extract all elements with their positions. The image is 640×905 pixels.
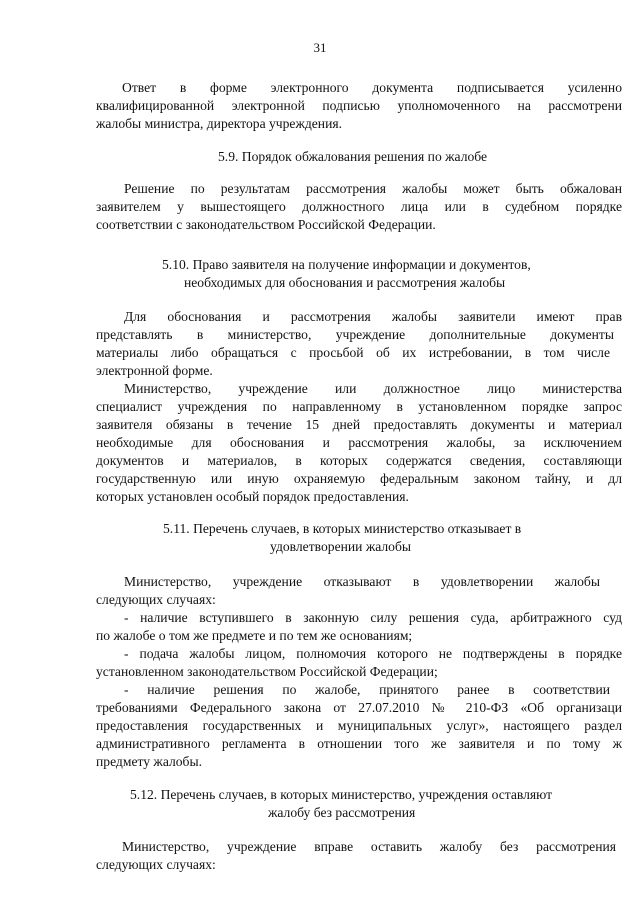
text-line: жалобу без рассмотрения [268,805,416,820]
text-line: соответствии с законодательством Российской Федерации. [96,217,436,232]
text-line: заявителя обязаны в течение 15 дней предоставлять документы и материал [96,417,622,432]
text-line: 5.12. Перечень случаев, в которых министерство, учреждения оставляют [130,787,553,802]
text-line: Решение по результатам рассмотрения жалобы может быть обжалован [124,181,622,196]
text-line: 5.10. Право заявителя на получение информации и документов, [162,257,531,272]
text-line: 5.9. Порядок обжалования решения по жалобе [218,149,488,164]
text-line: Министерство, учреждение или должностное лицо министерства [124,381,622,396]
text-line: следующих случаях: [96,857,216,872]
text-line: Министерство, учреждение вправе оставить жалобу без рассмотрения [122,839,616,854]
page-number: 31 [313,40,327,55]
text-line: электронной форме. [96,363,213,378]
text-line: - наличие вступившего в законную силу решения суда, арбитражного суд [124,610,622,625]
text-line: административного регламента в отношении того же заявителя и по тому ж [96,736,622,751]
text-line: предоставления государственных и муниципальных услуг», настоящего раздел [96,718,622,733]
text-line: документов и материалов, в которых содержатся сведения, составляющи [96,453,622,468]
text-line: Ответ в форме электронного документа подписывается усиленно [122,80,622,95]
text-line: Для обоснования и рассмотрения жалобы заявители имеют прав [124,309,622,324]
text-line: Министерство, учреждение отказывают в удовлетворении жалобы [124,574,600,589]
text-line: квалифицированной электронной подписью уполномоченного на рассмотрени [96,98,622,113]
text-line: - наличие решения по жалобе, принятого ранее в соответствии [124,682,610,697]
text-line: которых установлен особый порядок предоставления. [96,489,409,504]
text-line: следующих случаях: [96,592,216,607]
text-line: удовлетворении жалобы [270,539,412,554]
text-line: предмету жалобы. [96,754,203,769]
text-line: по жалобе о том же предмете и по тем же основаниям; [96,628,413,643]
text-line: материалы либо обращаться с просьбой об их истребовании, в том числе [96,345,610,360]
text-line: необходимые для обоснования и рассмотрения жалобы, за исключением [96,435,622,450]
text-line: представлять в министерство, учреждение дополнительные документы [96,327,614,342]
text-line: заявителем у вышестоящего должностного лица или в судебном порядке [96,199,622,214]
text-line: специалист учреждения по направленному в установленном порядке запрос [96,399,622,414]
text-line: 5.11. Перечень случаев, в которых министерство отказывает в [163,521,522,536]
text-line: жалобы министра, директора учреждения. [96,116,343,131]
text-line: установленном законодательством Российской Федерации; [96,664,438,679]
text-line: государственную или иную охраняемую федеральным законом тайну, и дл [96,471,622,486]
text-line: - подача жалобы лицом, полномочия которого не подтверждены в порядке [124,646,622,661]
text-line: необходимых для обоснования и рассмотрения жалобы [184,275,506,290]
text-line: требованиями Федерального закона от 27.07.2010 № 210-ФЗ «Об организаци [96,700,622,715]
